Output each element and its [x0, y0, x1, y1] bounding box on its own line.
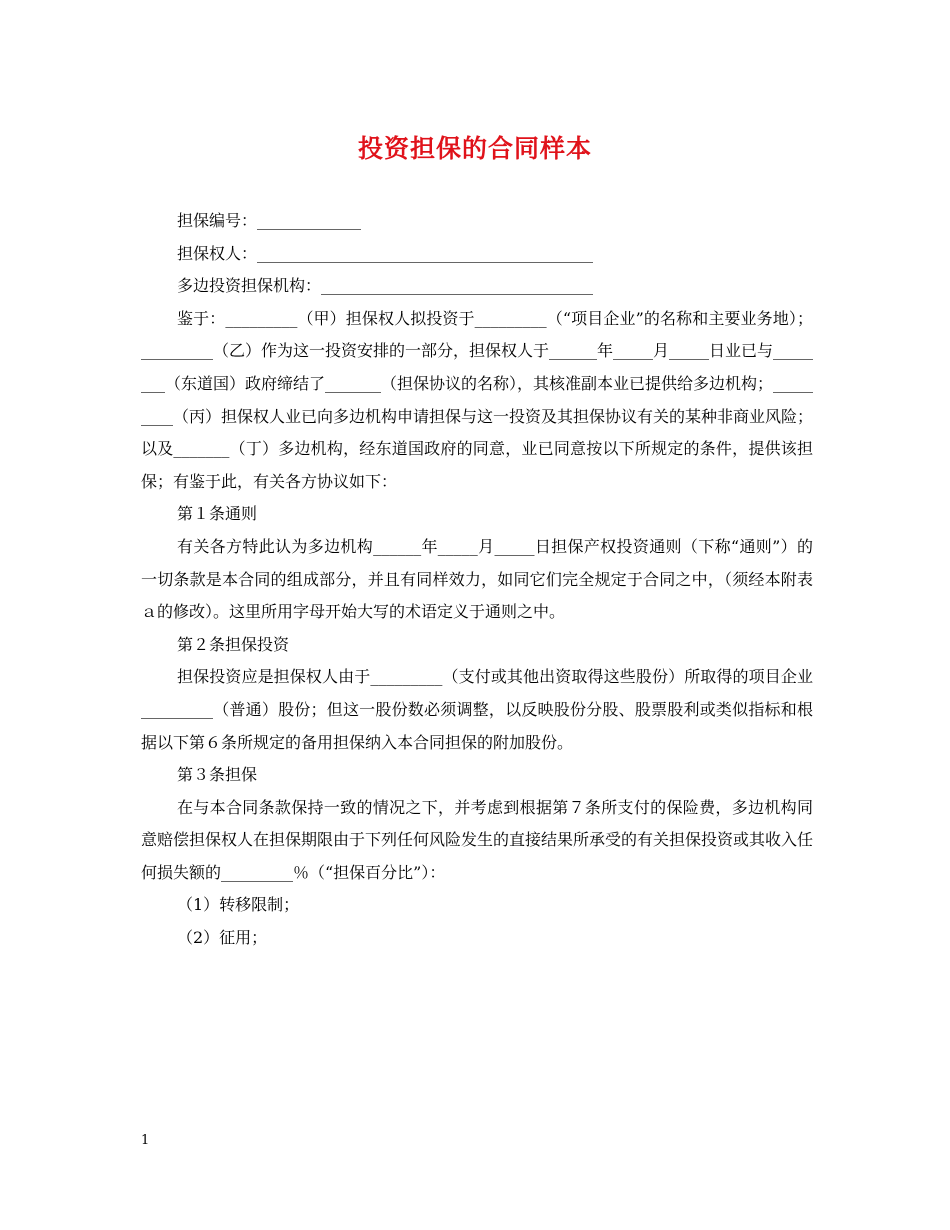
article-3-body: 在与本合同条款保持一致的情况之下，并考虑到根据第７条所支付的保险费，多边机构同意赔偿担保权人在担保期限由于下列任何风险发生的直接结果所承受的有关担保投资或其收入任何损失额的_________％（“担保百分比”）： — [141, 797, 814, 882]
article-2-body: 担保投资应是担保权人由于_________（支付或其他出资取得这些股份）所取得的项目企业_________（普通）股份；但这一股份数必须调整，以反映股份分股、股票股利或类似指标和根据以下第６条所规定的备用担保纳入本合同担保的附加股份。 — [141, 667, 813, 752]
document-body — [141, 205, 813, 955]
article-2-heading: 第２条担保投资 — [177, 634, 290, 654]
risk-item-2: （2）征用； — [177, 928, 268, 948]
guarantee-holder-line: 担保权人：__________________________________________ — [177, 243, 594, 263]
whereas-paragraph: 鉴于：_________（甲）担保权人拟投资于_________（“项目企业”的名称和主要业务地）；_________（乙）作为这一投资安排的一部分，担保权人于______年_____月_____日业已与________（东道国）政府缔结了_______（担保协议的名称），其核准副本业已提供给多边机构；_________（丙）担保权人业已向多边机构申请担保与这一投资及其担保协议有关的某种非商业风险；以及_______（丁）多边机构，经东道国政府的同意，业已同意按以下所规定的条件，提供该担保；有鉴于此，有关各方协议如下： — [141, 308, 814, 491]
page-number: 1 — [141, 1133, 150, 1148]
article-3-heading: 第３条担保 — [177, 765, 258, 785]
risk-item-1: （1）转移限制； — [177, 895, 300, 915]
article-1-heading: 第１条通则 — [177, 504, 258, 524]
article-1-body: 有关各方特此认为多边机构______年_____月_____日担保产权投资通则（下称“通则”）的一切条款是本合同的组成部分，并且有同样效力，如同它们完全规定于合同之中，（须经本附表ａ的修改）。这里所用字母开始大写的术语定义于通则之中。 — [141, 536, 813, 622]
document-title: 投资担保的合同样本 — [357, 134, 592, 163]
guarantee-agency-line: 多边投资担保机构：__________________________________ — [177, 276, 594, 296]
guarantee-number-line: 担保编号：_____________ — [177, 211, 362, 230]
